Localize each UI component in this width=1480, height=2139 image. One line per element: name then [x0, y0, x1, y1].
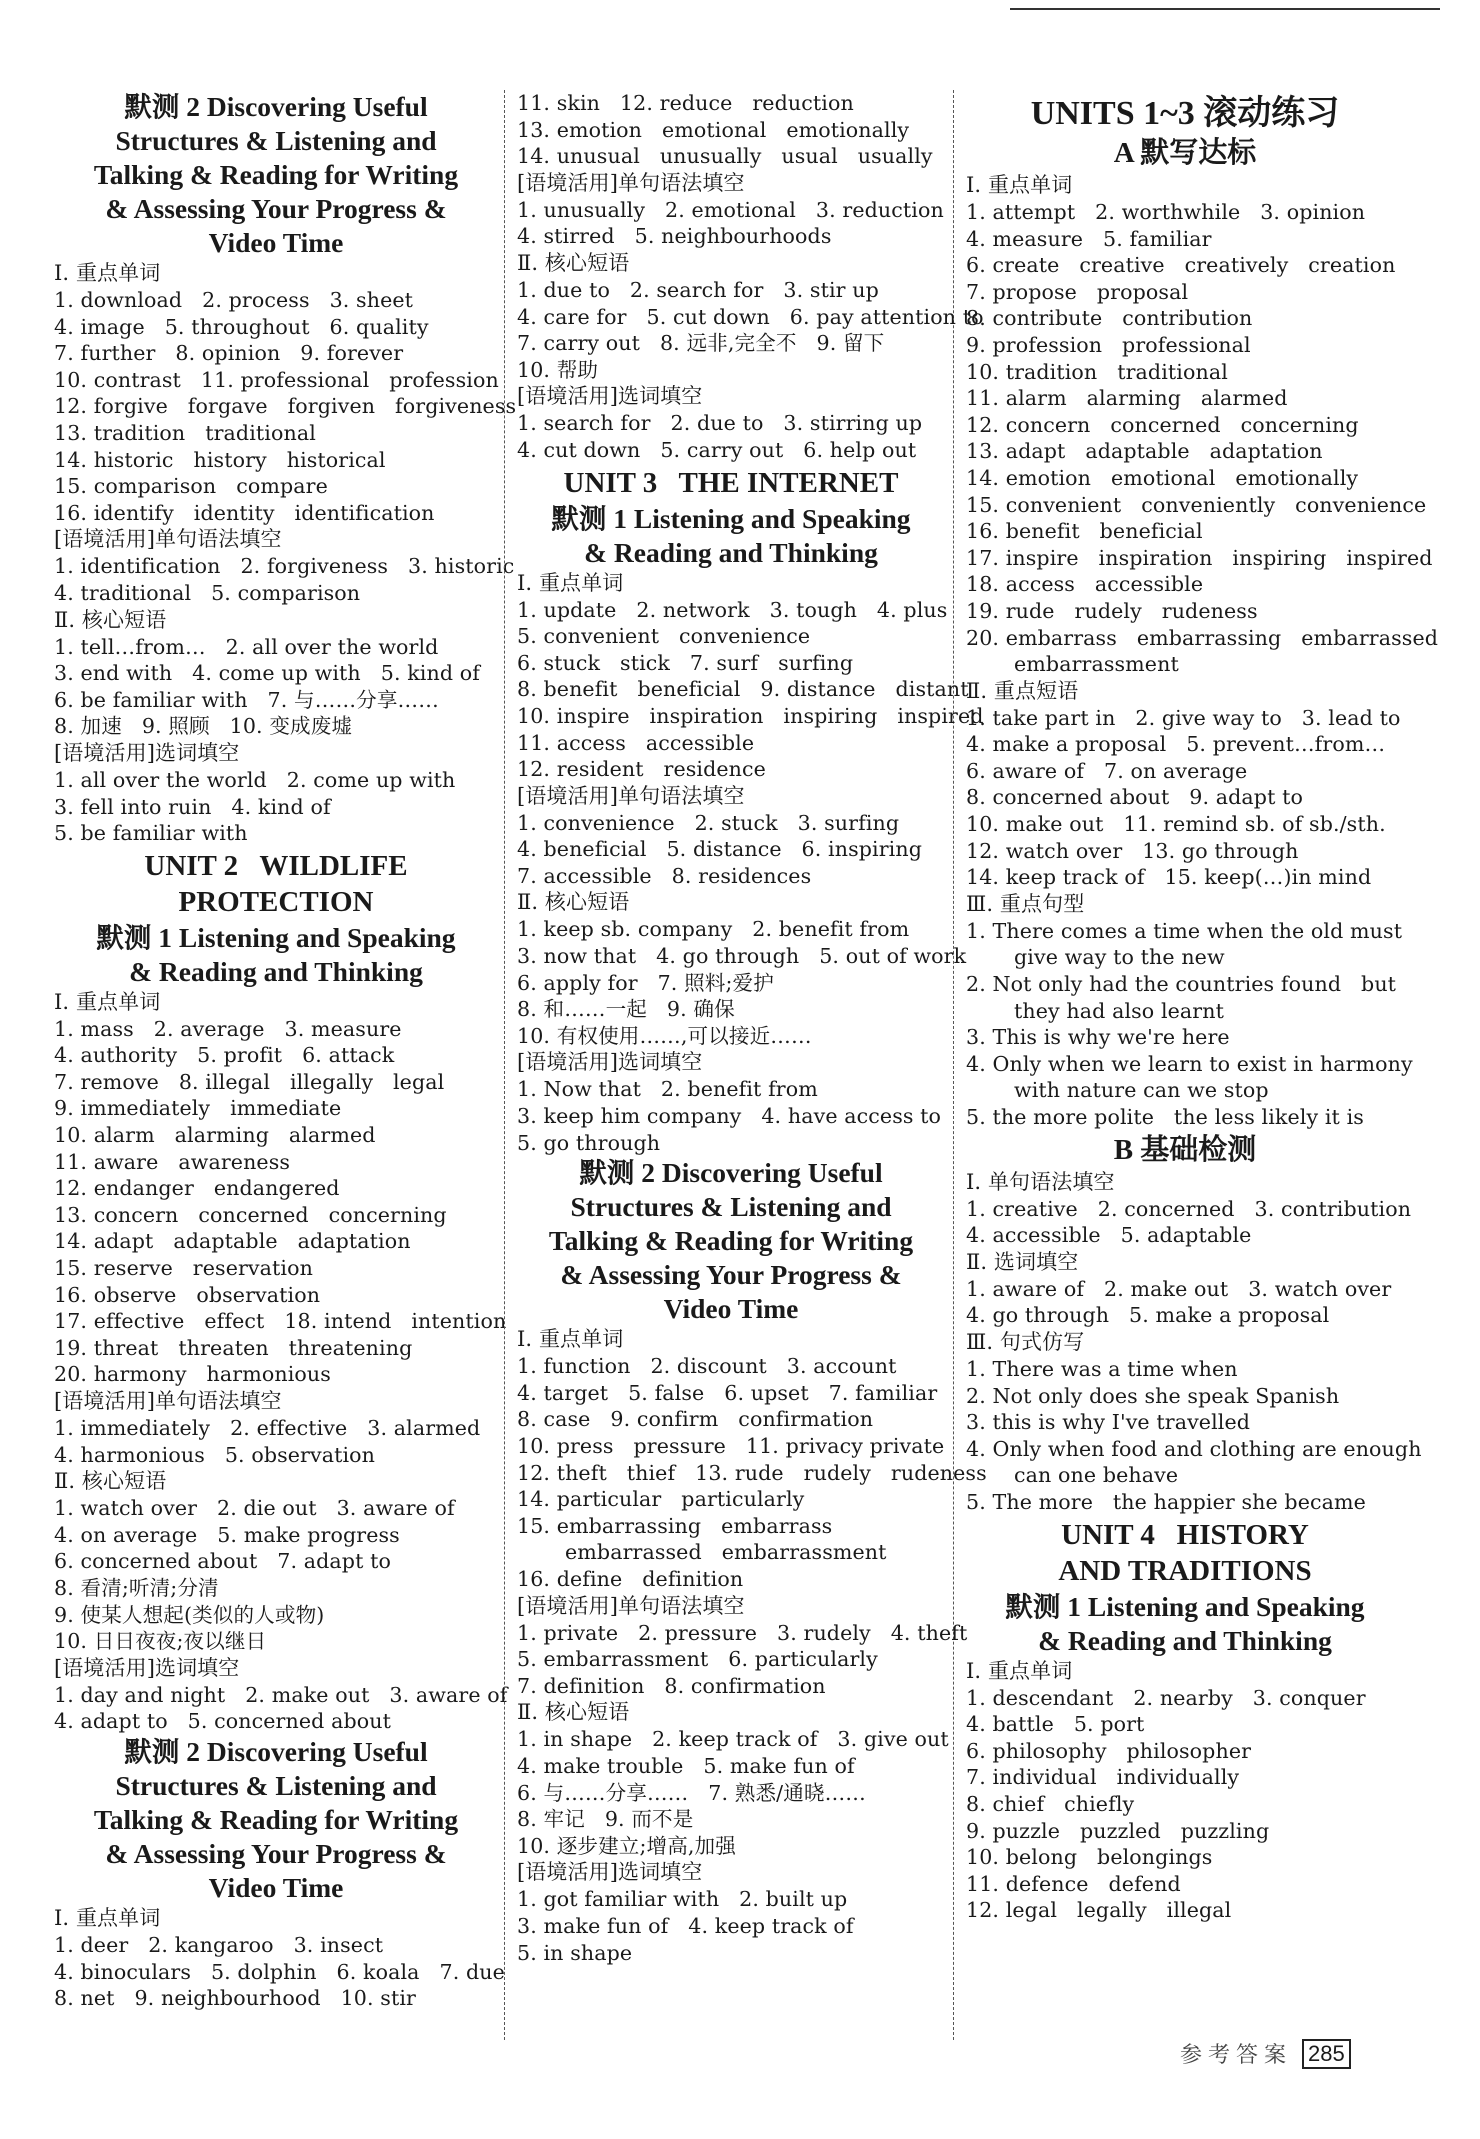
lesson-heading: 默测 2 Discovering Useful [124, 91, 428, 122]
lesson-heading: 默测 1 Listening and Speaking [1005, 1590, 1365, 1622]
answer-line: 7. definition 8. confirmation [517, 1673, 826, 1698]
subsection-label: [语境活用]选词填空 [54, 1655, 240, 1680]
subsection-label: Ⅰ. 重点单词 [54, 1905, 161, 1930]
lesson-heading: 默测 1 Listening and Speaking [551, 502, 911, 534]
lesson-heading: Structures & Listening and [115, 125, 437, 156]
answer-line: 6. aware of 7. on average [966, 758, 1248, 783]
answer-line: 5. convenient convenience [517, 624, 811, 649]
answer-line: 4. adapt to 5. concerned about [54, 1709, 391, 1734]
answer-line: 11. access accessible [517, 730, 755, 755]
unit-heading: B 基础检测 [1113, 1133, 1257, 1166]
answer-line: 5. the more polite the less likely it is [966, 1105, 1364, 1129]
answer-line: 8. net 9. neighbourhood 10. stir [54, 1986, 416, 2011]
answer-line: 6. stuck stick 7. surf surfing [517, 650, 854, 675]
answer-line: 1. function 2. discount 3. account [517, 1354, 897, 1379]
answer-line: 1. There comes a time when the old must [966, 918, 1403, 943]
answer-line: 3. fell into ruin 4. kind of [54, 794, 331, 819]
answer-line-continued: can one behave [1014, 1463, 1179, 1488]
subsection-label: [语境活用]单句语法填空 [54, 527, 282, 552]
answer-line: 3. now that 4. go through 5. out of work [517, 944, 967, 969]
answer-line: 4. on average 5. make progress [54, 1522, 400, 1547]
answer-line: 8. contribute contribution [966, 306, 1253, 331]
answer-line-continued: embarrassment [1014, 652, 1179, 677]
answer-line: 10. contrast 11. professional profession [54, 367, 499, 392]
subsection-label: Ⅰ. 重点单词 [54, 261, 161, 285]
answer-line: 4. image 5. throughout 6. quality [54, 314, 429, 339]
answer-line: 11. defence defend [966, 1871, 1181, 1896]
subsection-label: Ⅰ. 重点单词 [966, 173, 1073, 197]
answer-line: 1. unusually 2. emotional 3. reduction [517, 197, 944, 222]
answer-line: 3. This is why we're here [966, 1025, 1230, 1050]
subsection-label: [语境活用]单句语法填空 [517, 1593, 745, 1618]
answer-line: 1. all over the world 2. come up with [54, 767, 456, 792]
answer-line: 6. philosophy philosopher [966, 1738, 1252, 1763]
unit-heading: UNIT 3 THE INTERNET [563, 466, 899, 499]
answer-line: 12. legal legally illegal [966, 1898, 1232, 1923]
answer-line: 4. traditional 5. comparison [54, 580, 361, 605]
answer-line: 13. emotion emotional emotionally [517, 117, 910, 142]
answer-line: 12. endanger endangered [54, 1176, 340, 1201]
answer-line: 10. 逐步建立;增高,加强 [517, 1833, 736, 1858]
lesson-heading: Structures & Listening and [570, 1191, 892, 1223]
answer-line: 8. benefit beneficial 9. distance distant [517, 677, 969, 702]
answer-line: 9. puzzle puzzled puzzling [966, 1818, 1270, 1843]
footer-label: 参考答案 [1180, 2043, 1293, 2068]
subsection-label: Ⅱ. 核心短语 [54, 1469, 167, 1494]
answer-line: 7. propose proposal [966, 279, 1189, 304]
answer-line: 4. care for 5. cut down 6. pay attention to [517, 304, 984, 329]
column-left [54, 90, 517, 2040]
answer-line: 14. unusual unusually usual usually [517, 144, 933, 169]
lesson-heading: & Assessing Your Progress & [105, 1837, 447, 1869]
answer-line: 1. search for 2. due to 3. stirring up [517, 411, 923, 436]
answer-line: 10. belong belongings [966, 1845, 1213, 1870]
answer-line: 5. be familiar with [54, 821, 248, 846]
answer-line: 7. accessible 8. residences [517, 863, 812, 888]
answer-line: 1. private 2. pressure 3. rudely 4. theft [517, 1620, 968, 1645]
column-middle [504, 90, 987, 2040]
answer-line: 7. remove 8. illegal illegally legal [54, 1069, 445, 1094]
subsection-label: Ⅰ. 单句语法填空 [966, 1169, 1115, 1194]
answer-line: 4. measure 5. familiar [966, 226, 1212, 251]
answer-line: 10. inspire inspiration inspiring inspired [517, 703, 984, 728]
lesson-heading: & Assessing Your Progress & [560, 1259, 902, 1291]
answer-line: 8. chief chiefly [966, 1791, 1135, 1816]
answer-line: 9. profession professional [966, 332, 1251, 357]
top-rule [1010, 8, 1440, 10]
answer-line: 4. beneficial 5. distance 6. inspiring [517, 837, 923, 862]
unit-heading: UNIT 2 WILDLIFE [144, 849, 408, 882]
answer-line: 11. alarm alarming alarmed [966, 386, 1288, 411]
answer-line: 5. in shape [517, 1940, 633, 1965]
lesson-heading: Structures & Listening and [115, 1769, 437, 1801]
answer-line: 19. threat threaten threatening [54, 1335, 413, 1360]
answer-line: 2. Not only does she speak Spanish [966, 1383, 1340, 1408]
answer-line: 6. concerned about 7. adapt to [54, 1549, 391, 1574]
subsection-label: Ⅲ. 句式仿写 [966, 1329, 1085, 1354]
subsection-label: [语境活用]选词填空 [54, 740, 240, 765]
answer-line: 8. 加速 9. 照顾 10. 变成废墟 [54, 714, 353, 739]
answer-line: 1. due to 2. search for 3. stir up [517, 277, 879, 302]
answer-line: 15. comparison compare [54, 474, 328, 499]
lesson-heading: & Reading and Thinking [584, 536, 878, 568]
answer-line: 9. immediately immediate [54, 1096, 342, 1121]
answer-line: 4. target 5. false 6. upset 7. familiar [517, 1380, 938, 1405]
answer-line: 1. descendant 2. nearby 3. conquer [966, 1685, 1366, 1710]
answer-line: 4. battle 5. port [966, 1712, 1145, 1737]
lesson-heading: Talking & Reading for Writing [548, 1225, 914, 1257]
answer-line: 16. define definition [517, 1566, 744, 1591]
lesson-heading: & Assessing Your Progress & [105, 193, 447, 224]
column-right [954, 90, 1439, 2040]
subsection-label: Ⅰ. 重点单词 [966, 1658, 1073, 1683]
answer-line: 1. take part in 2. give way to 3. lead to [966, 705, 1401, 730]
answer-line: 12. concern concerned concerning [966, 412, 1359, 437]
answer-line: 20. embarrass embarrassing embarrassed [966, 625, 1439, 650]
answer-line: 4. make a proposal 5. prevent…from… [966, 732, 1386, 757]
lesson-heading: Talking & Reading for Writing [93, 1803, 459, 1835]
answer-line: 1. aware of 2. make out 3. watch over [966, 1276, 1392, 1301]
answer-line: 18. access accessible [966, 572, 1204, 597]
unit-heading: UNIT 4 HISTORY [1061, 1518, 1309, 1551]
answer-line: 6. be familiar with 7. 与……分享…… [54, 687, 439, 712]
answer-line: 12. watch over 13. go through [966, 838, 1299, 863]
answer-line: 10. 有权使用……,可以接近…… [517, 1023, 812, 1048]
subsection-label: Ⅰ. 重点单词 [517, 1327, 624, 1352]
answer-line: 3. make fun of 4. keep track of [517, 1913, 854, 1938]
unit-heading: AND TRADITIONS [1058, 1554, 1312, 1587]
subsection-label: [语境活用]选词填空 [517, 384, 703, 409]
answer-line: 4. Only when we learn to exist in harmony [966, 1051, 1413, 1076]
answer-line: 8. 看清;听清;分清 [54, 1575, 219, 1600]
answer-line: 4. binoculars 5. dolphin 6. koala 7. due [54, 1959, 505, 1984]
answer-line: 1. creative 2. concerned 3. contribution [966, 1196, 1412, 1221]
answer-line: 1. mass 2. average 3. measure [54, 1016, 402, 1041]
answer-line: 4. make trouble 5. make fun of [517, 1753, 855, 1778]
answer-line: 1. watch over 2. die out 3. aware of [54, 1496, 455, 1521]
subsection-label: Ⅱ. 重点短语 [966, 678, 1079, 703]
answer-line-continued: give way to the new [1014, 945, 1225, 970]
answer-line: 10. tradition traditional [966, 359, 1228, 384]
answer-line: 3. keep him company 4. have access to [517, 1104, 942, 1129]
answer-line: 10. 帮助 [517, 357, 599, 382]
lesson-heading: Talking & Reading for Writing [93, 159, 459, 190]
answer-line: 13. adapt adaptable adaptation [966, 439, 1323, 464]
lesson-heading: & Reading and Thinking [129, 955, 423, 987]
answer-line: 14. emotion emotional emotionally [966, 465, 1359, 490]
subsection-label: Ⅱ. 核心短语 [517, 1700, 630, 1725]
answer-page [54, 90, 1439, 2040]
answer-line: 1. attempt 2. worthwhile 3. opinion [966, 200, 1366, 224]
answer-line: 5. The more the happier she became [966, 1489, 1366, 1514]
answer-line: 1. day and night 2. make out 3. aware of [54, 1682, 508, 1707]
answer-line: 14. particular particularly [517, 1487, 805, 1512]
answer-line: 8. case 9. confirm confirmation [517, 1407, 874, 1432]
answer-line: 10. press pressure 11. privacy private [517, 1434, 945, 1458]
answer-line: 4. accessible 5. adaptable [966, 1223, 1252, 1248]
answer-line: 6. 与……分享…… 7. 熟悉/通晓…… [517, 1780, 866, 1805]
answer-line: 10. 日日夜夜;夜以继日 [54, 1629, 267, 1654]
lesson-heading: & Reading and Thinking [1038, 1624, 1332, 1656]
answer-line: 4. cut down 5. carry out 6. help out [517, 437, 917, 462]
subsection-label: [语境活用]单句语法填空 [54, 1389, 282, 1413]
answer-line: 6. apply for 7. 照料;爱护 [517, 970, 774, 995]
answer-line: 15. embarrassing embarrass [517, 1513, 833, 1538]
subsection-label: Ⅱ. 核心短语 [517, 250, 630, 275]
answer-line: 15. convenient conveniently convenience [966, 492, 1427, 517]
answer-line: 13. concern concerned concerning [54, 1202, 447, 1227]
answer-line: 12. theft thief 13. rude rudely rudeness [517, 1460, 987, 1485]
section-heading: UNITS 1~3 滚动练习 [1030, 95, 1340, 132]
answer-line: 15. reserve reservation [54, 1256, 313, 1281]
answer-line: 1. convenience 2. stuck 3. surfing [517, 810, 900, 835]
answer-line: 10. make out 11. remind sb. of sb./sth. [966, 812, 1386, 837]
answer-line: 8. concerned about 9. adapt to [966, 785, 1303, 810]
answer-line: 17. effective effect 18. intend intention [54, 1309, 507, 1334]
answer-line: 5. embarrassment 6. particularly [517, 1647, 878, 1672]
answer-line: 12. forgive forgave forgiven forgiveness [54, 394, 517, 419]
subsection-label: Ⅰ. 重点单词 [517, 570, 624, 595]
subsection-label: [语境活用]单句语法填空 [517, 170, 745, 195]
answer-line: 1. identification 2. forgiveness 3. historic [54, 554, 515, 579]
lesson-heading: 默测 2 Discovering Useful [579, 1157, 883, 1189]
subsection-label: Ⅱ. 核心短语 [517, 890, 630, 915]
subsection-label: Ⅰ. 重点单词 [54, 989, 161, 1014]
answer-line: 1. Now that 2. benefit from [517, 1077, 818, 1102]
answer-line: 3. end with 4. come up with 5. kind of [54, 661, 481, 686]
answer-line: 2. Not only had the countries found but [966, 972, 1397, 997]
answer-line: 16. identify identity identification [54, 500, 435, 525]
answer-line: 4. stirred 5. neighbourhoods [517, 224, 832, 249]
answer-line: 17. inspire inspiration inspiring inspired [966, 545, 1433, 570]
answer-line: 1. in shape 2. keep track of 3. give out [517, 1727, 949, 1752]
answer-line: 11. aware awareness [54, 1149, 291, 1174]
answer-line: 14. historic history historical [54, 447, 386, 472]
answer-line: 4. Only when food and clothing are enough [966, 1436, 1422, 1461]
subsection-label: [语境活用]选词填空 [517, 1050, 703, 1075]
answer-line: 10. alarm alarming alarmed [54, 1123, 376, 1148]
lesson-heading: Video Time [208, 1871, 344, 1903]
unit-heading: PROTECTION [178, 885, 374, 918]
answer-line: 1. got familiar with 2. built up [517, 1887, 848, 1912]
answer-line: 1. keep sb. company 2. benefit from [517, 917, 910, 942]
answer-line: 1. tell…from… 2. all over the world [54, 634, 439, 659]
answer-line: 14. keep track of 15. keep(…)in mind [966, 865, 1372, 890]
subsection-label: [语境活用]选词填空 [517, 1860, 703, 1885]
answer-line: 5. go through [517, 1130, 661, 1155]
answer-line-continued: embarrassed embarrassment [565, 1540, 887, 1565]
subsection-label: Ⅲ. 重点句型 [966, 891, 1085, 916]
answer-line: 12. resident residence [517, 757, 766, 782]
answer-line: 8. 牢记 9. 而不是 [517, 1807, 694, 1832]
lesson-heading: 默测 2 Discovering Useful [124, 1735, 428, 1767]
answer-line: 11. skin 12. reduce reduction [517, 91, 854, 115]
answer-line: 19. rude rudely rudeness [966, 598, 1258, 623]
answer-line: 7. carry out 8. 远非,完全不 9. 留下 [517, 331, 885, 356]
subsection-label: [语境活用]单句语法填空 [517, 783, 745, 808]
subsection-label: Ⅱ. 选词填空 [966, 1249, 1079, 1274]
answer-line: 1. immediately 2. effective 3. alarmed [54, 1416, 481, 1440]
answer-line: 8. 和……一起 9. 确保 [517, 997, 735, 1022]
unit-heading: A 默写达标 [1113, 137, 1257, 169]
answer-line: 16. observe observation [54, 1282, 321, 1307]
answer-line: 13. tradition traditional [54, 420, 316, 445]
answer-line-continued: with nature can we stop [1014, 1078, 1269, 1103]
answer-line: 4. go through 5. make a proposal [966, 1303, 1330, 1328]
answer-line: 1. There was a time when [966, 1356, 1238, 1381]
answer-line: 4. authority 5. profit 6. attack [54, 1043, 395, 1068]
lesson-heading: 默测 1 Listening and Speaking [96, 921, 456, 953]
lesson-heading: Video Time [208, 227, 344, 258]
subsection-label: Ⅱ. 核心短语 [54, 607, 167, 632]
answer-line: 20. harmony harmonious [54, 1362, 331, 1387]
answer-line: 1. download 2. process 3. sheet [54, 288, 414, 312]
page-number: 285 [1302, 2039, 1351, 2069]
answer-line: 1. update 2. network 3. tough 4. plus [517, 597, 948, 622]
answer-line: 4. harmonious 5. observation [54, 1442, 376, 1467]
answer-line: 7. individual individually [966, 1765, 1240, 1790]
answer-line: 16. benefit beneficial [966, 519, 1203, 544]
answer-line: 14. adapt adaptable adaptation [54, 1229, 411, 1254]
answer-line: 1. deer 2. kangaroo 3. insect [54, 1932, 384, 1957]
page-footer [1180, 2038, 1351, 2069]
answer-line: 3. this is why I've travelled [966, 1410, 1251, 1435]
answer-line: 6. create creative creatively creation [966, 253, 1396, 278]
answer-line: 9. 使某人想起(类似的人或物) [54, 1602, 325, 1627]
answer-line: 7. further 8. opinion 9. forever [54, 341, 404, 366]
lesson-heading: Video Time [663, 1293, 799, 1325]
answer-line-continued: they had also learnt [1014, 998, 1224, 1023]
